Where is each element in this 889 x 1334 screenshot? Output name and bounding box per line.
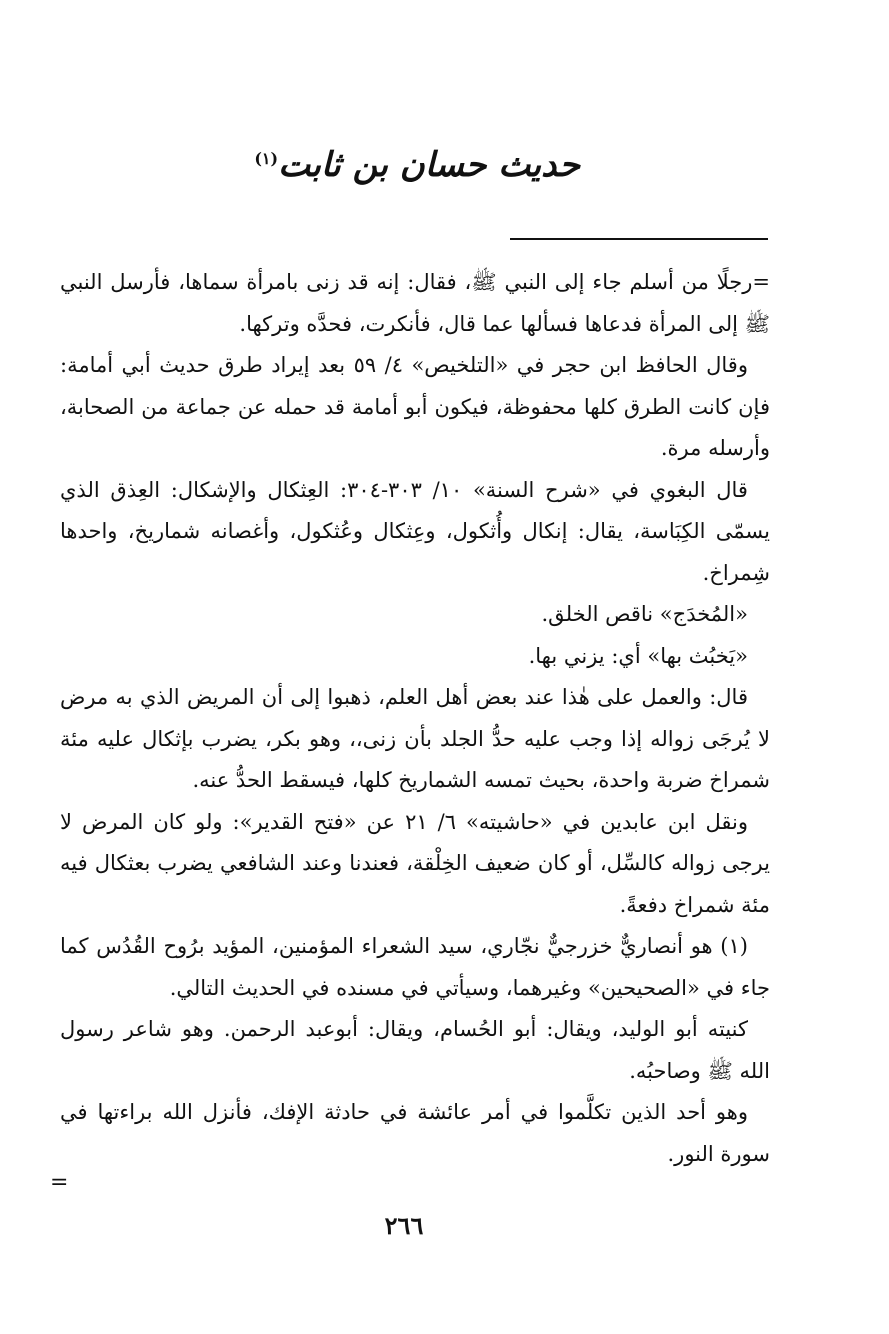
paragraph: قال: والعمل على هٰذا عند بعض أهل العلم، ذهبوا إلى أن المريض الذي به مرض لا يُرجَى زواله إذا وجب عليه حدُّ الجلد بأن زنى،، وهو بكر، يضرب بإثكال عليه مئة شمراخ ضربة واحدة، بحيث تمسه الشماريخ كلها، فيسقط الحدُّ عنه. bbox=[60, 685, 770, 792]
title-text: حديث حسان بن ثابت bbox=[278, 145, 580, 185]
page-title bbox=[254, 140, 580, 190]
paragraph: «يَخبُث بها» أي: يزني بها. bbox=[528, 643, 748, 668]
paragraph: ونقل ابن عابدين في «حاشيته» ٦/ ٢١ عن «فتح القدير»: ولو كان المرض لا يرجى زواله كالسِّل، أو كان ضعيف الخِلْقة، فعندنا وعند الشافعي يضرب بعثكال فيه مئة شمراخ دفعةً. bbox=[60, 809, 770, 917]
paragraph: «المُخدَج» ناقص الخلق. bbox=[541, 602, 748, 626]
page-number: ٢٦٦ bbox=[384, 1211, 424, 1240]
paragraph: =رجلًا من أسلم جاء إلى النبي ﷺ، فقال: إنه قد زنى بامرأة سماها، فأرسل النبي ﷺ إلى المرأة فدعاها فسألها عما قال، فأنكرت، فحدَّه وتركها. bbox=[60, 270, 770, 336]
paragraph: وقال الحافظ ابن حجر في «التلخيص» ٤/ ٥٩ بعد إيراد طرق حديث أبي أمامة: فإن كانت الطرق كلها محفوظة، فيكون أبو أمامة قد حمله عن جماعة من الصحابة، وأرسله مرة. bbox=[60, 353, 770, 460]
paragraph: وهو أحد الذين تكلَّموا في أمر عائشة في حادثة الإفك، فأنزل الله براءتها في سورة النور. bbox=[60, 1100, 770, 1166]
paragraph: (١) هو أنصاريٌّ خزرجيٌّ نجّاري، سيد الشعراء المؤمنين، المؤيد برُوح القُدُس كما جاء في «الصحيحين» وغيرهما، وسيأتي في مسنده في الحديث التالي. bbox=[60, 934, 770, 1000]
footnote-separator bbox=[510, 238, 768, 240]
footnote-text bbox=[60, 262, 770, 1175]
footnote-reference: (١) bbox=[254, 149, 279, 168]
continuation-mark: = bbox=[50, 1170, 69, 1195]
paragraph: قال البغوي في «شرح السنة» ١٠/ ٣٠٣-٣٠٤: العِثكال والإشكال: العِذق الذي يسمّى الكِبَاسة، يقال: إنكال وأُثكول، وعِثكال وعُثكول، وأغصانه شماريخ، واحدها شِمراخ. bbox=[60, 477, 770, 585]
paragraph: كنيته أبو الوليد، ويقال: أبو الحُسام، ويقال: أبوعبد الرحمن. وهو شاعر رسول الله ﷺ وصاحبُه. bbox=[60, 1017, 770, 1083]
